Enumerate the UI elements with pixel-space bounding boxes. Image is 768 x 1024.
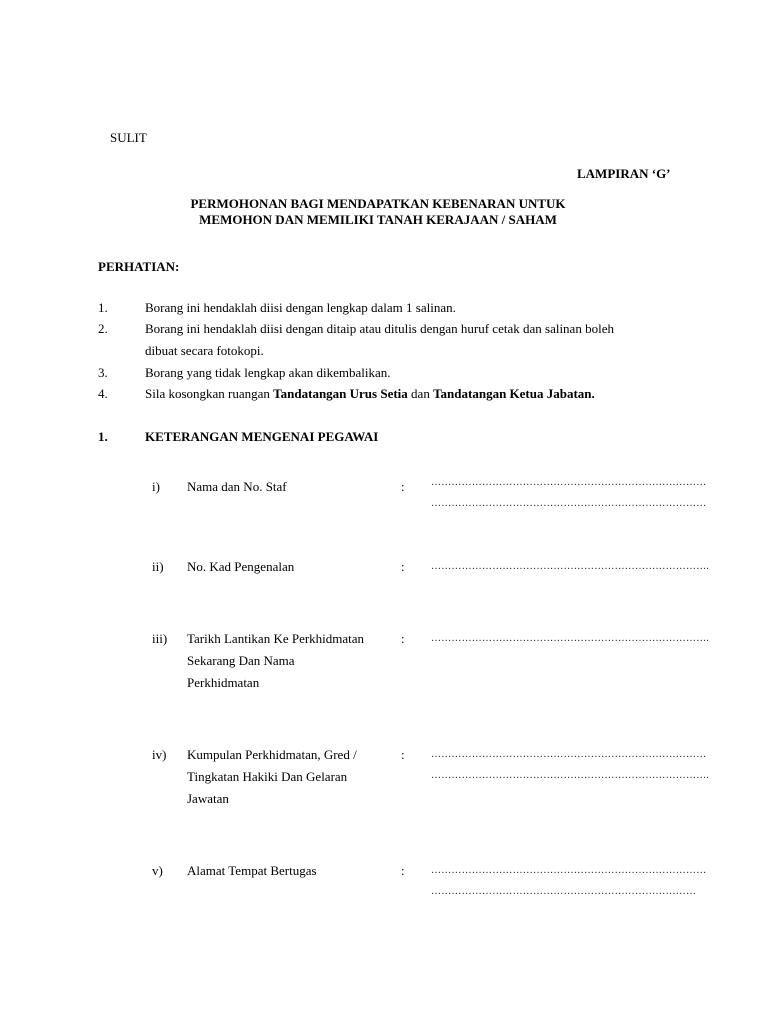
fill-in-line[interactable]: ……………………………………………………………………… [431,477,707,488]
form-title-line1: PERMOHONAN BAGI MENDAPATKAN KEBENARAN UNTUK [190,196,566,211]
fill-in-line[interactable]: ………………………………………………………………………. [431,633,710,644]
field-colon: : [401,559,405,574]
fill-in-line[interactable]: …………………………………………………………………… [431,886,697,897]
field-roman-numeral: iv) [152,747,167,762]
field-label: Perkhidmatan [187,675,260,690]
section-number: 1. [98,429,108,444]
notice-item-text-continued: dibuat secara fotokopi. [145,343,264,358]
notice-item-text [145,386,595,402]
form-title-line2: MEMOHON DAN MEMILIKI TANAH KERAJAAN / SAHAM [199,212,557,227]
notice-item-text: Borang yang tidak lengkap akan dikembalikan. [145,365,391,380]
field-colon: : [401,747,405,762]
notice-item-text: Borang ini hendaklah diisi dengan ditaip atau ditulis dengan huruf cetak dan salinan boleh [145,321,614,336]
field-roman-numeral: i) [152,479,160,494]
field-colon: : [401,479,405,494]
fill-in-line[interactable]: ………………………………………………………………………. [431,770,710,781]
appendix-label: LAMPIRAN ‘G’ [577,166,671,181]
field-roman-numeral: iii) [152,631,168,646]
notice-item-number: 2. [98,321,108,336]
fill-in-line[interactable]: ……………………………………………………………………… [431,498,707,509]
field-label: Sekarang Dan Nama [187,653,295,668]
notice-heading: PERHATIAN: [98,259,180,274]
ketua-jabatan-signature-term: Tandatangan Ketua Jabatan. [433,386,595,401]
notice-item-text: Borang ini hendaklah diisi dengan lengkap dalam 1 salinan. [145,300,456,315]
field-label: No. Kad Pengenalan [187,559,295,574]
notice-item-text-part: Sila kosongkan ruangan [145,386,274,401]
fill-in-line[interactable]: ……………………………………………………………………… [431,749,707,760]
field-label: Jawatan [187,791,229,806]
urus-setia-signature-term: Tandatangan Urus Setia [273,386,408,401]
field-label: Nama dan No. Staf [187,479,287,494]
section-heading: KETERANGAN MENGENAI PEGAWAI [145,429,379,444]
fill-in-line[interactable]: ……………………………………………………………………… [431,865,707,876]
notice-item-number: 3. [98,365,108,380]
field-label: Tarikh Lantikan Ke Perkhidmatan [187,631,365,646]
field-roman-numeral: v) [152,863,163,878]
field-label: Kumpulan Perkhidmatan, Gred / [187,747,357,762]
field-roman-numeral: ii) [152,559,164,574]
field-label: Alamat Tempat Bertugas [187,863,317,878]
notice-item-number: 1. [98,300,108,315]
notice-item-text-part: dan [407,386,434,401]
notice-item-number: 4. [98,386,108,401]
fill-in-line[interactable]: ………………………………………………………………………. [431,561,710,572]
field-colon: : [401,631,405,646]
field-label: Tingkatan Hakiki Dan Gelaran [187,769,348,784]
field-colon: : [401,863,405,878]
classification-label: SULIT [110,130,147,145]
